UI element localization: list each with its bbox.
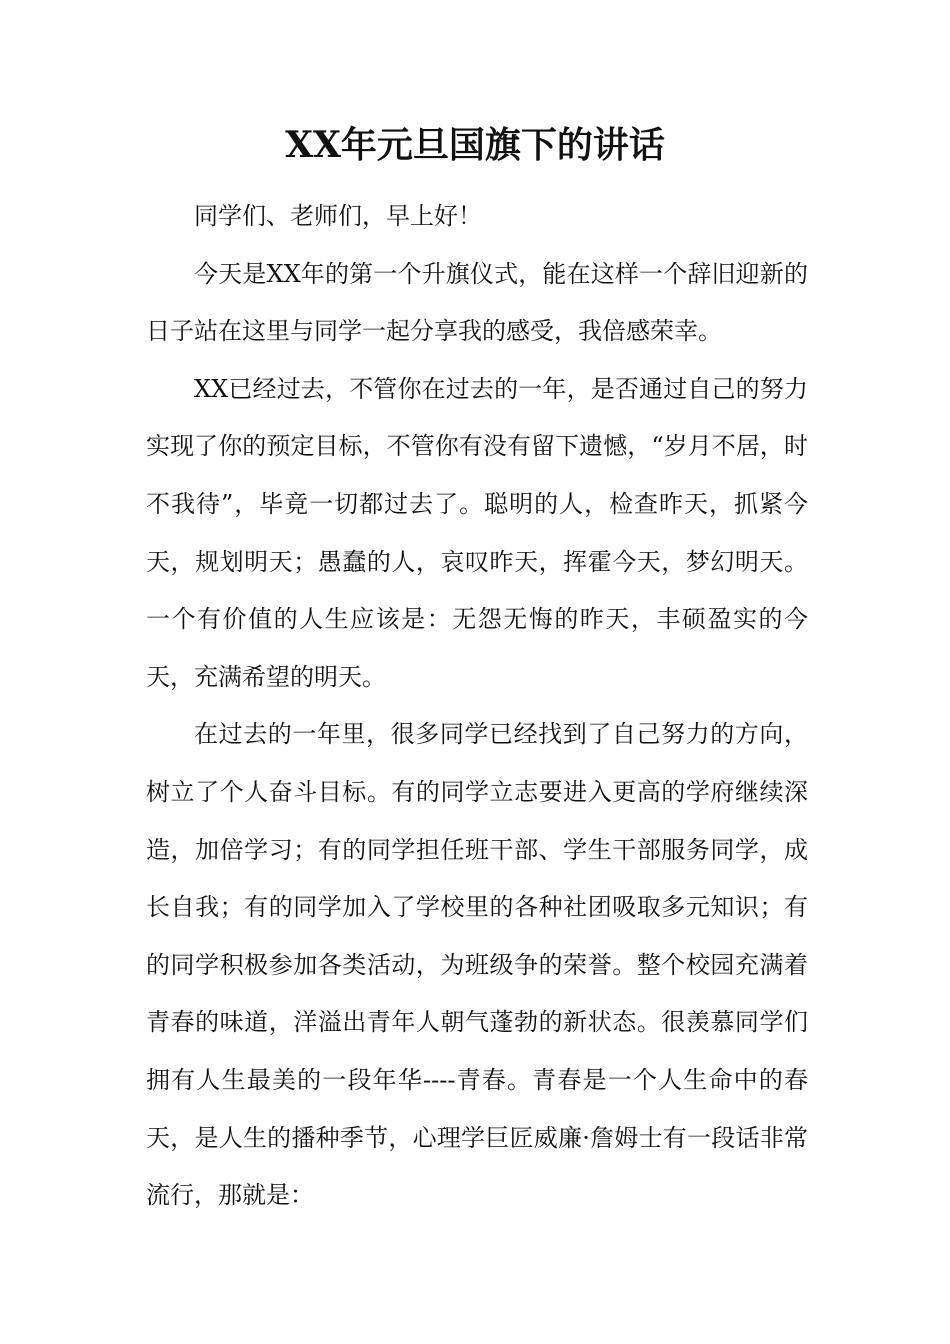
- document-body: [146, 188, 808, 1225]
- document-title: XX年元旦国旗下的讲话: [285, 124, 665, 166]
- paragraph-intro: 今天是XX年的第一个升旗仪式，能在这样一个辞旧迎新的日子站在这里与同学一起分享我的感受，我倍感荣幸。: [146, 259, 808, 346]
- paragraph-past-year: XX已经过去，不管你在过去的一年，是否通过自己的努力实现了你的预定目标，不管你有没有留下遗憾，“岁月不居，时不我待”，毕竟一切都过去了。聪明的人，检查昨天，抓紧今天，规划明天；愚蠢的人，哀叹昨天，挥霍今天，梦幻明天。一个有价值的人生应该是：无怨无悔的昨天，丰硕盈实的今天，充满希望的明天。: [146, 374, 808, 691]
- paragraph-youth: 在过去的一年里，很多同学已经找到了自己努力的方向，树立了个人奋斗目标。有的同学立志要进入更高的学府继续深造，加倍学习；有的同学担任班干部、学生干部服务同学，成长自我；有的同学加入了学校里的各种社团吸取多元知识；有的同学积极参加各类活动，为班级争的荣誉。整个校园充满着青春的味道，洋溢出青年人朝气蓬勃的新状态。很羡慕同学们拥有人生最美的一段年华----青春。青春是一个人生命中的春天，是人生的播种季节，心理学巨匠威廉·詹姆士有一段话非常流行，那就是：: [146, 720, 808, 1210]
- paragraph-greeting: 同学们、老师们，早上好！: [194, 202, 482, 230]
